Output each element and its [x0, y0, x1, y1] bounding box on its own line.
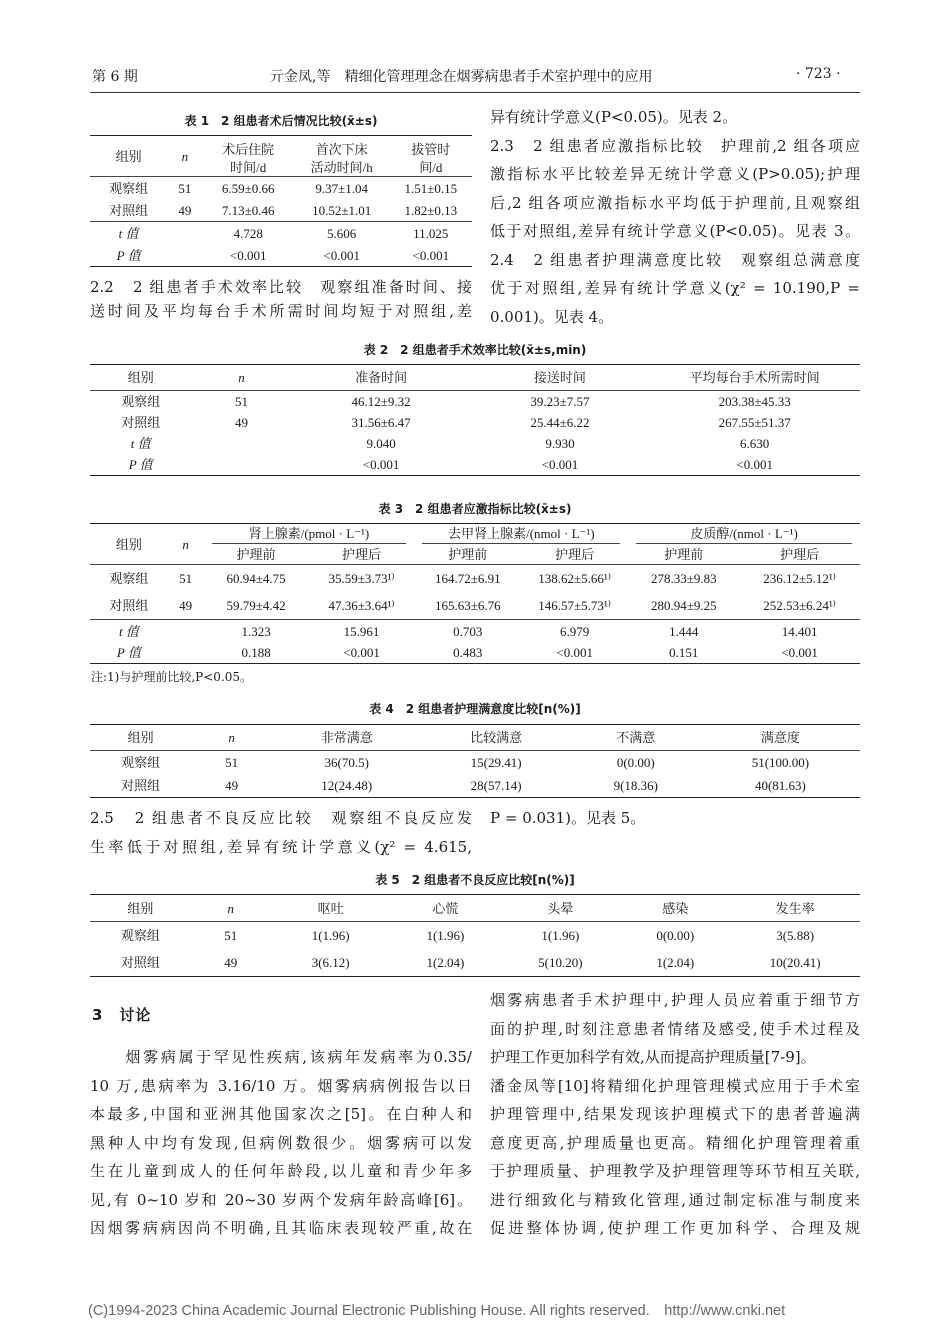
table3-group-epinephrine: 肾上腺素/(pmol · L⁻¹): [212, 524, 407, 544]
text-line: 黑种人中均有发现,但病例数很少。烟雾病可以发: [90, 1133, 472, 1152]
table3-cell: 49: [179, 598, 193, 613]
table3-cell: 0.483: [414, 642, 521, 664]
table4-header: 比较满意: [421, 725, 570, 751]
text-line: 2.3 2 组患者应激指标比较 护理前,2 组各项应: [490, 136, 860, 155]
table4-header: 非常满意: [272, 725, 421, 751]
table4-header: 满意度: [701, 725, 860, 751]
table2-cell: P 值: [128, 457, 153, 472]
table1-cell: <0.001: [294, 244, 390, 267]
table-row: [90, 412, 860, 433]
table-row: [90, 949, 860, 977]
table5-header: 头晕: [500, 895, 620, 922]
table5-cell: 3(6.12): [271, 949, 390, 977]
table5-cell: 1(2.04): [390, 949, 500, 977]
table3: [90, 523, 860, 664]
table4: [90, 724, 860, 798]
table-row: [90, 433, 860, 454]
table1-cell: 51: [167, 177, 202, 200]
table-row: [90, 592, 860, 620]
table5-header: 发生率: [730, 895, 860, 922]
table4-header: 不满意: [571, 725, 701, 751]
table3-header-group: 组别: [90, 524, 168, 565]
table3-cell: [168, 642, 204, 664]
table4-cell: 对照组: [90, 774, 191, 798]
text-line: 2.4 2 组患者护理满意度比较 观察组总满意度: [490, 250, 860, 269]
table3-cell: 278.33±9.83: [650, 571, 717, 586]
table3-cell: [168, 620, 204, 643]
table3-cell: <0.001: [739, 642, 860, 664]
text-line: 2.5 2 组患者不良反应比较 观察组不良反应发: [90, 809, 472, 827]
text-line: 10 万,患病率为 3.16/10 万。烟雾病病例报告以日: [90, 1076, 472, 1095]
table-row: [90, 199, 472, 222]
text-line: 见,有 0~10 岁和 20~30 岁两个发病年龄高峰[6]。: [90, 1190, 472, 1209]
table3-cell: 0.188: [204, 642, 309, 664]
text-line: 护理管理中,结果发现该护理模式下的患者普遍满: [490, 1105, 860, 1123]
table4-cell: 0(0.00): [616, 755, 655, 770]
table3-header-after: 护理后: [309, 544, 415, 565]
table2-cell: [191, 433, 291, 454]
table1-cell: 5.606: [294, 222, 390, 245]
table3-cell: 1.444: [628, 620, 739, 643]
table2-cell: 46.12±9.32: [351, 394, 411, 409]
table5-cell: 观察组: [120, 928, 160, 943]
table-row: [90, 454, 860, 476]
table4-cell: 28(57.14): [421, 774, 570, 798]
table2-cell: t 值: [130, 436, 151, 451]
table5-cell: 1(2.04): [620, 949, 730, 977]
discussion-heading: 3 讨论: [92, 1006, 152, 1024]
table5-header: 呕吐: [271, 895, 390, 922]
table2-cell: 39.23±7.57: [530, 394, 590, 409]
header-rule: [90, 92, 860, 93]
table1-cell: 对照组: [109, 202, 149, 218]
table2-cell: 31.56±6.47: [351, 415, 411, 430]
table4-cell: 15(29.41): [470, 755, 522, 770]
table5-header: 感染: [620, 895, 730, 922]
table2-cell: [191, 454, 291, 476]
table2-cell: 51: [235, 394, 249, 409]
table3-cell: 280.94±9.25: [650, 598, 717, 613]
table1-cell: <0.001: [203, 244, 294, 267]
text-line: 意度更高,护理质量也更高。精细化护理管理着重: [490, 1133, 860, 1152]
discussion-left-text: [90, 1043, 472, 1243]
table1-cell: 9.37±1.04: [294, 177, 390, 200]
table2-cell: 25.44±6.22: [530, 415, 590, 430]
table1-header-c2: 间/d: [419, 159, 443, 175]
sec25-text: [90, 804, 472, 861]
table1-cell: [167, 222, 202, 245]
table5-cell: 10(20.41): [730, 949, 860, 977]
table4-cell: 51: [225, 755, 239, 770]
table1-header-b1: 首次下床: [294, 136, 390, 159]
text-line: 异有统计学意义(P<0.05)。见表 2。: [490, 108, 738, 126]
table1-header-n: n: [181, 148, 189, 164]
table1-cell: 6.59±0.66: [203, 177, 294, 200]
table2-header: 准备时间: [292, 365, 471, 391]
table3-cell: 观察组: [109, 571, 149, 586]
table1-cell: 1.51±0.15: [390, 177, 472, 200]
table4-caption: 表 4 2 组患者护理满意度比较[n(%)]: [369, 702, 581, 716]
sec25-right-text: P = 0.031)。见表 5。: [490, 809, 646, 827]
table1-caption: 表 1 2 组患者术后情况比较(x̄±s): [184, 114, 378, 128]
table1-cell: t 值: [118, 225, 139, 241]
table-row: [90, 244, 472, 267]
table-row: [90, 751, 860, 775]
table-row: [90, 642, 860, 664]
table1-header-b2: 活动时间/h: [310, 159, 373, 175]
text-line: 本最多,中国和亚洲其他国家次之[5]。在白种人和: [90, 1105, 472, 1123]
table5-cell: 5(10.20): [500, 949, 620, 977]
table3-header-before: 护理前: [414, 544, 521, 565]
table3-cell: 对照组: [109, 598, 149, 613]
table2: [90, 364, 860, 476]
table3-cell: 0.151: [628, 642, 739, 664]
text-line: 后,2 组各项应激指标水平均低于护理前,且观察组: [490, 193, 860, 212]
table3-cell: <0.001: [521, 642, 628, 664]
table5-cell: 1(1.96): [426, 928, 465, 943]
table-row: [90, 222, 472, 245]
table3-note: 注:1)与护理前比较,P<0.05。: [91, 670, 253, 684]
table-row: [90, 922, 860, 950]
table-row: [90, 620, 860, 643]
table3-header-n: n: [182, 536, 189, 552]
right-top-text: [490, 103, 860, 331]
table5-cell: 3(5.88): [776, 928, 815, 943]
text-line: 因烟雾病病因尚不明确,且其临床表现较严重,故在: [90, 1219, 472, 1237]
table2-header: 接送时间: [471, 365, 650, 391]
text-line: 低于对照组,差异有统计学意义(P<0.05)。见表 3。: [490, 222, 860, 240]
table2-cell: 9.040: [366, 436, 396, 451]
table5-header: 心慌: [390, 895, 500, 922]
table1: [90, 135, 472, 267]
table2-header: n: [238, 370, 245, 385]
table2-cell: 267.55±51.37: [718, 415, 791, 430]
table4-cell: 9(18.36): [571, 774, 701, 798]
table3-cell: 60.94±4.75: [226, 571, 286, 586]
table2-header: 组别: [90, 365, 191, 391]
table3-group-norepinephrine: 去甲肾上腺素/(nmol · L⁻¹): [422, 524, 620, 544]
table1-header-a1: 术后住院: [203, 136, 294, 159]
table2-cell: 观察组: [121, 394, 161, 409]
table2-cell: 203.38±45.33: [718, 394, 791, 409]
table5-cell: 0(0.00): [656, 928, 695, 943]
table2-cell: 对照组: [121, 415, 161, 430]
table4-cell: 36(70.5): [324, 755, 369, 770]
table2-cell: <0.001: [292, 454, 471, 476]
table4-cell: 观察组: [121, 755, 161, 770]
table1-cell: 4.728: [203, 222, 294, 245]
table1-cell: 49: [178, 202, 192, 218]
table5-caption: 表 5 2 组患者不良反应比较[n(%)]: [375, 873, 575, 887]
table5-cell: 1(1.96): [311, 928, 350, 943]
text-line: 面的护理,时刻注意患者情绪及感受,使手术过程及: [490, 1019, 860, 1038]
table3-cell: 35.59±3.73¹⁾: [328, 571, 395, 586]
copyright-footer: (C)1994-2023 China Academic Journal Electronic Publishing House. All rights reserved. http://www.cnki.net: [88, 1303, 786, 1319]
discussion-right-text: [490, 986, 860, 1243]
table2-header: 平均每台手术所需时间: [649, 365, 860, 391]
table1-cell: 1.82±0.13: [404, 202, 458, 218]
text-line: 烟雾病属于罕见性疾病,该病年发病率为0.35/: [90, 1048, 472, 1066]
text-line: 2.2 2 组患者手术效率比较 观察组准备时间、接: [90, 278, 472, 296]
text-line: 促进整体协调,使护理工作更加科学、合理及规: [490, 1219, 860, 1237]
table4-cell: 12(24.48): [272, 774, 421, 798]
table4-header: 组别: [90, 725, 191, 751]
table-row: [90, 565, 860, 593]
text-line: 优于对照组,差异有统计学意义(χ² = 10.190,P =: [490, 279, 860, 297]
table5-cell: 49: [191, 949, 271, 977]
table2-caption: 表 2 2 组患者手术效率比较(x̄±s,min): [363, 343, 587, 357]
table3-cell: 51: [179, 571, 193, 586]
table1-header-group: 组别: [90, 136, 167, 177]
table3-header-before: 护理前: [204, 544, 309, 565]
table5-cell: 51: [224, 928, 238, 943]
table-row: [90, 391, 860, 413]
table3-cell: 164.72±6.91: [434, 571, 501, 586]
table3-cell: 47.36±3.64¹⁾: [328, 598, 395, 613]
sec22-text: [90, 276, 472, 323]
text-line: 激指标水平比较差异无统计学意义(P>0.05);护理: [490, 165, 860, 183]
page-number: · 723 ·: [796, 66, 841, 82]
table1-cell: 观察组: [90, 177, 167, 200]
table1-header-c1: 拔管时: [390, 136, 472, 159]
table2-cell: <0.001: [649, 454, 860, 476]
text-line: 潘金凤等[10]将精细化护理管理模式应用于手术室: [490, 1076, 860, 1095]
table1-cell: 11.025: [390, 222, 472, 245]
table4-cell: 49: [191, 774, 272, 798]
text-line: 生在儿童到成人的任何年龄段,以儿童和青少年多: [90, 1162, 472, 1180]
table1-cell: P 值: [116, 247, 141, 263]
table3-header-after: 护理后: [521, 544, 628, 565]
table3-cell: 1.323: [204, 620, 309, 643]
table1-cell: 10.52±1.01: [312, 202, 372, 218]
table5-header: n: [227, 900, 235, 916]
text-line: 护理工作更加科学有效,从而提高护理质量[7-9]。: [490, 1048, 816, 1066]
running-title: 亓金凤,等 精细化管理理念在烟雾病患者手术室护理中的应用: [270, 69, 653, 85]
table2-cell: <0.001: [471, 454, 650, 476]
table4-header: n: [228, 730, 235, 745]
text-line: 烟雾病患者手术护理中,护理人员应着重于细节方: [490, 991, 860, 1009]
table1-cell: [167, 244, 202, 267]
text-line: 送时间及平均每台手术所需时间均短于对照组,差: [90, 301, 472, 320]
table3-cell: <0.001: [309, 642, 415, 664]
table3-cell: 146.57±5.73¹⁾: [538, 598, 612, 613]
table3-cell: 15.961: [309, 620, 415, 643]
table3-cell: 59.79±4.42: [226, 598, 286, 613]
table3-group-cortisol: 皮质醇/(nmol · L⁻¹): [636, 524, 852, 544]
table2-cell: 9.930: [545, 436, 575, 451]
table3-cell: 138.62±5.66¹⁾: [538, 571, 612, 586]
table3-cell: 252.53±6.24¹⁾: [763, 598, 836, 613]
table5-cell: 对照组: [90, 949, 191, 977]
table1-cell: <0.001: [390, 244, 472, 267]
table3-header-after: 护理后: [739, 544, 860, 565]
table-row: [90, 774, 860, 798]
table5-header: 组别: [90, 895, 191, 922]
table5-cell: 1(1.96): [541, 928, 580, 943]
text-line: 进行细致化与精致化管理,通过制定标准与制度来: [490, 1190, 860, 1209]
table3-cell: 165.63±6.76: [434, 598, 501, 613]
table3-header-before: 护理前: [628, 544, 739, 565]
issue-label: 第 6 期: [92, 69, 138, 85]
table4-cell: 40(81.63): [701, 774, 860, 798]
table1-header-a2: 时间/d: [230, 159, 267, 175]
table2-cell: 6.630: [740, 436, 770, 451]
text-line: 0.001)。见表 4。: [490, 307, 614, 326]
table3-cell: 0.703: [414, 620, 521, 643]
table-row: [90, 177, 472, 200]
table4-cell: 51(100.00): [751, 755, 810, 770]
table2-cell: 49: [235, 415, 249, 430]
table3-cell: t 值: [118, 623, 139, 639]
text-line: 于护理质量、护理教学及护理管理等环节相互关联,: [490, 1162, 860, 1180]
table1-cell: 7.13±0.46: [221, 202, 275, 218]
table3-cell: P 值: [116, 645, 141, 660]
text-line: 生率低于对照组,差异有统计学意义(χ² = 4.615,: [90, 837, 472, 856]
table3-caption: 表 3 2 组患者应激指标比较(x̄±s): [378, 502, 572, 516]
table3-cell: 6.979: [521, 620, 628, 643]
table3-cell: 14.401: [739, 620, 860, 643]
table5: [90, 894, 860, 977]
table3-cell: 236.12±5.12¹⁾: [763, 571, 836, 586]
